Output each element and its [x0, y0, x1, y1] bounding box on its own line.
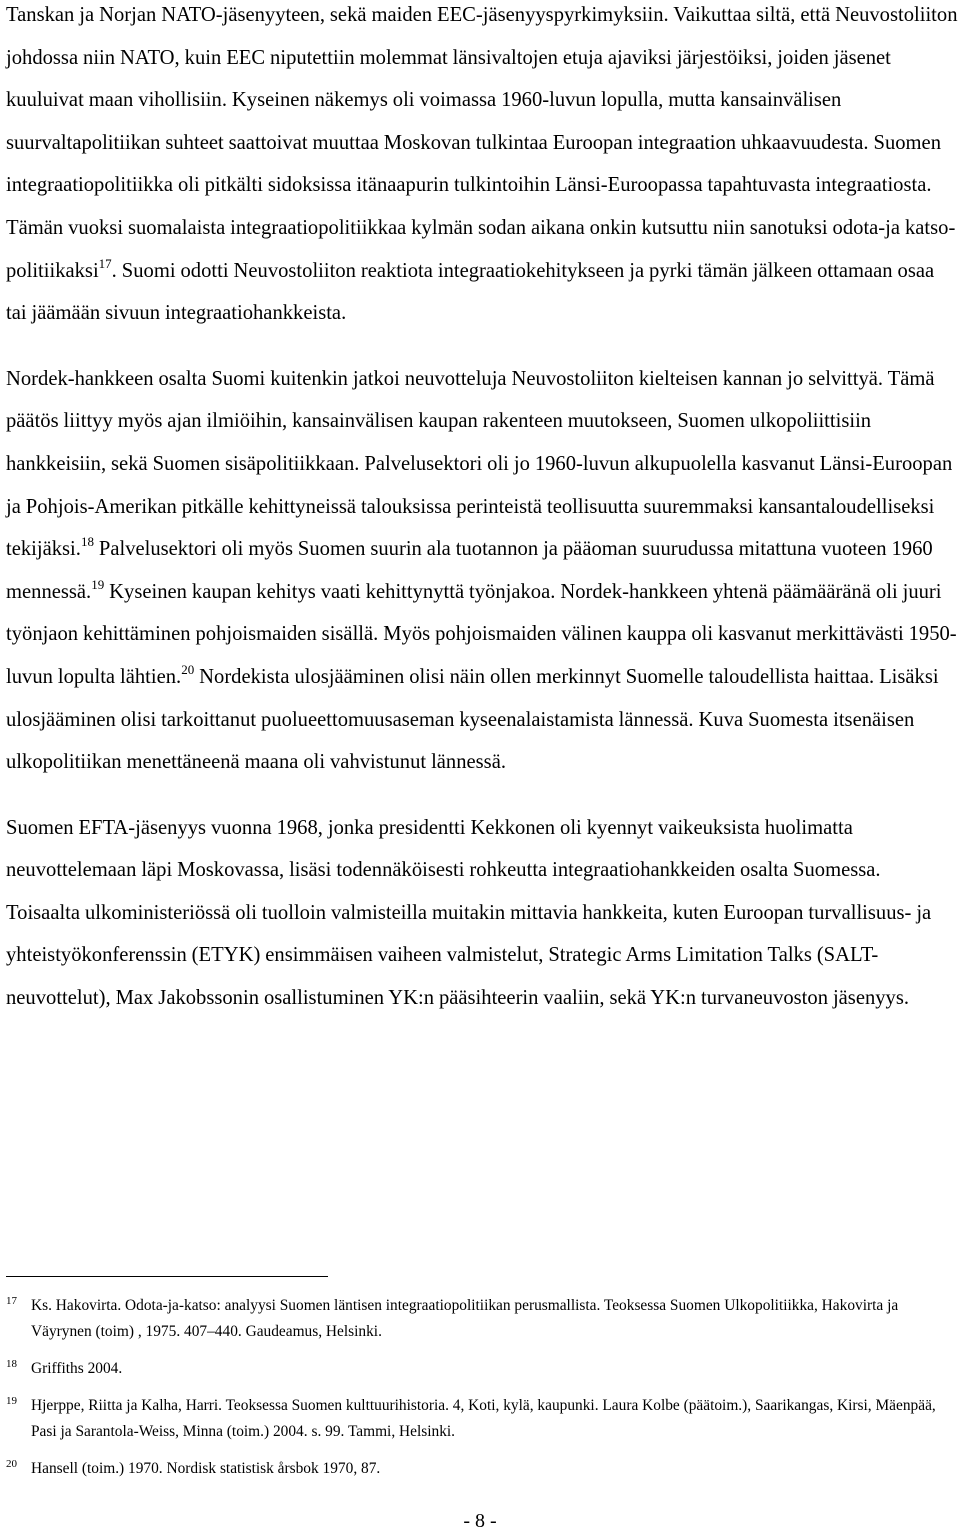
- footnote-17: [6, 1293, 958, 1345]
- footnote-20: [6, 1456, 958, 1482]
- paragraph-text: Kyseinen kaupan kehitys vaati kehittynyttä työnjakoa. Nordek-hankkeen yhtenä päämääränä oli juuri työnjaon kehittäminen pohjoismaiden sisällä. Myös pohjoismaiden välinen kauppa oli kasvanut merkittävästi 1950-luvun lopulta lähtien.: [6, 580, 957, 688]
- footnote-18: [6, 1356, 958, 1382]
- body-paragraph-1: [6, 0, 958, 335]
- paragraph-text: Nordekista ulosjääminen olisi näin ollen merkinnyt Suomelle taloudellista haittaa. Lisäksi ulosjääminen olisi tarkoittanut puolueettomuusaseman kyseenalaistamista lännessä. Kuva Suomesta itsenäisen ulkopolitiikan menettäneenä maana oli vahvistunut lännessä.: [6, 665, 939, 774]
- paragraph-text: Suomen EFTA-jäsenyys vuonna 1968, jonka presidentti Kekkonen oli kyennyt vaikeuksista huolimatta neuvottelemaan läpi Moskovassa, lisäsi todennäköisesti rohkeutta integraatiohankkeiden osalta Suomessa. Toisaalta ulkoministeriössä oli tuolloin valmisteilla muitakin mittavia hankkeita, kuten Euroopan turvallisuus- ja yhteistyökonferenssin (ETYK) ensimmäisen vaiheen valmistelut, Strategic Arms Limitation Talks (SALT-neuvottelut), Max Jakobssonin osallistuminen YK:n pääsihteerin vaaliin, sekä YK:n turvaneuvoston jäsenyys.: [6, 816, 932, 1010]
- paragraph-text: Tanskan ja Norjan NATO-jäsenyyteen, sekä maiden EEC-jäsenyyspyrkimyksiin. Vaikuttaa siltä, että Neuvostoliiton johdossa niin NATO, kuin EEC niputettiin molemmat länsivaltojen etuja ajaviksi järjestöiksi, joiden jäsenet kuuluivat maan vihollisiin. Kyseinen näkemys oli voimassa 1960-luvun lopulla, mutta kansainvälisen suurvaltapolitiikan suhteet saattoivat muuttaa Moskovan tulkintaa Euroopan integraation uhkaavuudesta. Suomen integraatiopolitiikka oli pitkälti sidoksissa itänaapurin tulkintoihin Länsi-Euroopassa tapahtuvasta integraatiosta. Tämän vuoksi suomalaista integraatiopolitiikkaa kylmän sodan aikana onkin kutsuttu niin sanotuksi odota-ja katso-politiikaksi: [6, 4, 958, 282]
- body-paragraph-2: [6, 358, 958, 784]
- document-page: [6, 0, 958, 1020]
- footnote-number: 20: [6, 1458, 17, 1470]
- footnote-text: Ks. Hakovirta. Odota-ja-katso: analyysi Suomen läntisen integraatiopolitiikan perusmallista. Teoksessa Suomen Ulkopolitiikka, Hakovirta ja Väyrynen (toim) , 1975. 407–440. Gaudeamus, Helsinki.: [31, 1297, 899, 1340]
- footnotes: [6, 1293, 958, 1482]
- paragraph-text: . Suomi odotti Neuvostoliiton reaktiota integraatiokehitykseen ja pyrki tämän jälkeen ottamaan osaa tai jäämään sivuun integraatiohankkeista.: [6, 259, 935, 325]
- footnote-ref-18[interactable]: 18: [80, 534, 94, 550]
- footnote-ref-17[interactable]: 17: [98, 255, 112, 271]
- footnote-number: 17: [6, 1295, 17, 1307]
- body-paragraph-3: [6, 807, 958, 1020]
- footnote-number: 18: [6, 1358, 17, 1370]
- footnote-text: Griffiths 2004.: [31, 1360, 123, 1377]
- footnote-number: 19: [6, 1395, 17, 1407]
- paragraph-text: Palvelusektori oli myös Suomen suurin ala tuotannon ja pääoman suurudussa mitattuna vuoteen 1960 mennessä.: [6, 538, 933, 603]
- paragraph-text: Nordek-hankkeen osalta Suomi kuitenkin jatkoi neuvotteluja Neuvostoliiton kielteisen kannan jo selvittyä. Tämä päätös liittyy myös ajan ilmiöihin, kansainvälisen kaupan rakenteen muutokseen, Suomen ulkopoliittisiin hankkeisiin, sekä Suomen sisäpolitiikkaan. Palvelusektori oli jo 1960-luvun alkupuolella kasvanut Länsi-Euroopan ja Pohjois-Amerikan pitkälle kehittyneissä talouksissa perinteistä teollisuutta suuremmaksi kansantaloudelliseksi tekijäksi.: [6, 367, 953, 561]
- page-number: - 8 -: [463, 1510, 497, 1532]
- footnote-19: [6, 1393, 958, 1445]
- footnote-text: Hjerppe, Riitta ja Kalha, Harri. Teoksessa Suomen kulttuurihistoria. 4, Koti, kylä, kaupunki. Laura Kolbe (päätoim.), Saarikangas, Kirsi, Mäenpää, Pasi ja Sarantola-Weiss, Minna (toim.) 2004. s. 99. Tammi, Helsinki.: [31, 1397, 936, 1440]
- footnote-ref-19[interactable]: 19: [91, 576, 105, 592]
- footnote-text: Hansell (toim.) 1970. Nordisk statistisk årsbok 1970, 87.: [31, 1460, 381, 1477]
- footnote-ref-20[interactable]: 20: [181, 661, 195, 677]
- footnote-separator: [6, 1276, 328, 1277]
